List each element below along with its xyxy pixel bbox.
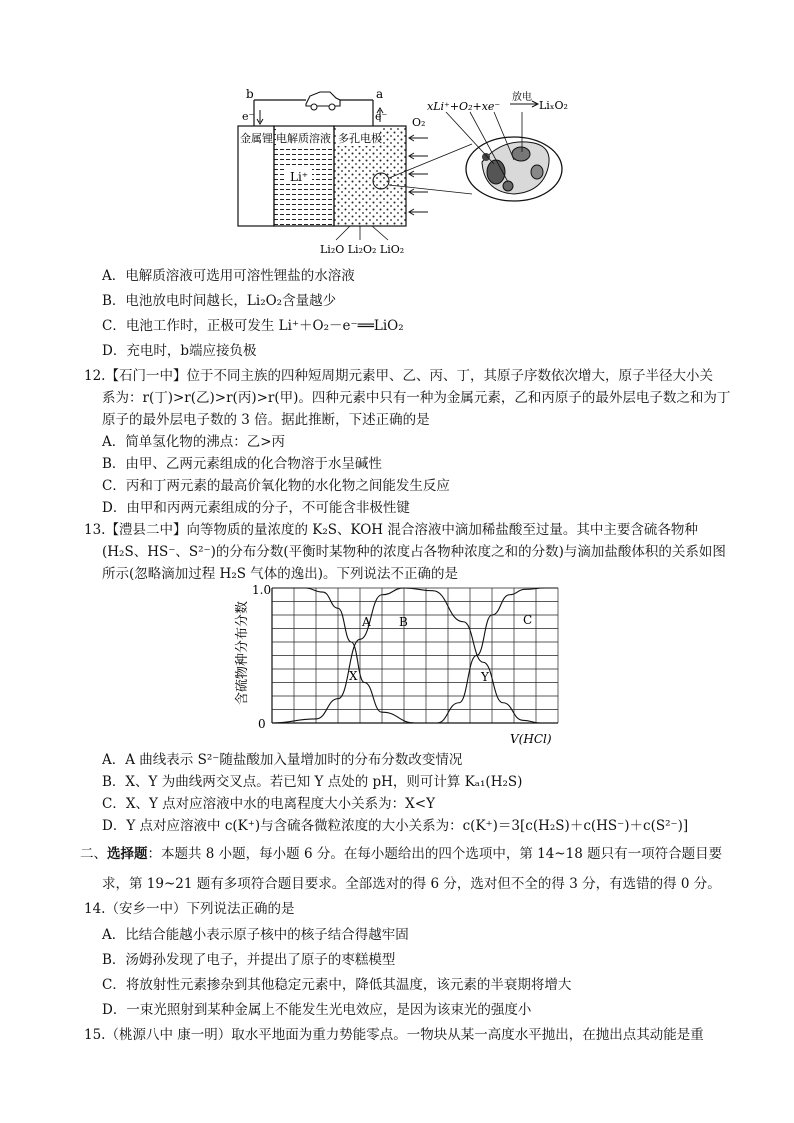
q12-stem-line1: 12.【石门一中】位于不同主族的四种短周期元素甲、乙、丙、丁，其原子序数依次增大，原子半径大小关 [84,368,713,384]
q11-option-d: D．充电时，b端应接负极 [102,343,257,359]
porous-electrode-label: 多孔电极 [338,132,382,145]
q12-stem-line3: 原子的最外层电子数的 3 倍。据此推断，下述正确的是 [102,412,430,428]
q12-option-c: C．丙和丁两元素的最高价氧化物的水化物之间能发生反应 [102,478,450,494]
curve-label-a: A [362,615,371,629]
section2-desc: ：本题共 8 小题，每小题 6 分。在每小题给出的四个选项中，第 14~18 题只有一项符合题目要 [147,846,723,862]
y-tick-bottom: 0 [258,717,266,731]
q14-option-a: A．比结合能越小表示原子核中的核子结合得越牢固 [102,927,409,943]
discharge-label: 放电 [512,92,532,103]
q13-stem-line3: 所示(忽略滴加过程 H₂S 气体的逸出)。下列说法不正确的是 [102,566,459,582]
q15-stem: 15.（桃源八中 康一明）取水平地面为重力势能零点。一物块从某一高度水平抛出，在抛出点其动能是重 [84,1027,704,1043]
section2-number: 二、 [80,846,107,862]
distribution-chart [228,580,588,745]
q13-option-a: A．A 曲线表示 S²⁻随盐酸加入量增加时的分布分数改变情况 [102,752,463,768]
q14-option-d: D．一束光照射到某种金属上不能发生光电效应，是因为该束光的强度小 [102,1002,532,1018]
y-tick-top: 1.0 [252,583,272,597]
section2-line2: 求，第 19~21 题有多项符合题目要求。全部选对的得 6 分，选对但不全的得 3 分，有选错的得 0 分。 [102,876,721,892]
q12-stem-line2: 系为：r(丁)>r(乙)>r(丙)>r(甲)。四种元素中只有一种为金属元素，乙和丙原子的最外层电子数之和为丁 [102,390,731,406]
q11-option-a: A．电解质溶液可选用可溶性锂盐的水溶液 [102,268,355,284]
car-icon [306,92,340,110]
oxide-labels: Li₂O Li₂O₂ LiO₂ [320,243,405,256]
q14-option-c: C．将放射性元素掺杂到其他稳定元素中，降低其温度，该元素的半衰期将增大 [102,977,572,993]
q14-stem: 14.（安乡一中）下列说法正确的是 [84,901,295,917]
li-ion-label: Li⁺ [290,170,309,184]
o2-label: O₂ [412,116,426,129]
product-label: LiₓO₂ [539,99,568,112]
reaction-text: xLi⁺+O₂+xe⁻ [427,100,501,113]
terminal-b-label: b [246,87,254,101]
electrolyte-label: 电解质溶液 [276,132,331,145]
curve-label-b: B [399,615,408,629]
electron-left-label: e⁻ [242,110,255,123]
section2-title: 选择题 [107,846,148,862]
q12-option-a: A．简单氢化物的沸点：乙>丙 [102,434,286,450]
q13-stem-line2: (H₂S、HS⁻、S²⁻)的分布分数(平衡时某物种的浓度占各物种浓度之和的分数)与滴加盐酸体积的关系如图 [102,544,726,560]
y-axis-label: 含硫物种分布分数 [235,600,250,705]
q11-option-c: C．电池工作时，正极可发生 Li⁺＋O₂－e⁻══LiO₂ [102,318,404,334]
q14-option-b: B．汤姆孙发现了电子，并提出了原子的枣糕模型 [102,952,396,968]
terminal-a-label: a [376,87,384,101]
q12-option-d: D．由甲和丙两元素组成的分子，不可能含非极性键 [102,500,410,516]
section2-line1 [80,844,722,864]
q13-stem-line1: 13.【澧县二中】向等物质的量浓度的 K₂S、KOH 混合溶液中滴加稀盐酸至过量。其中主要含硫各物种 [84,522,698,538]
q13-option-b: B．X、Y 为曲线两交叉点。若已知 Y 点处的 pH，则可计算 Kₐ₁(H₂S) [102,774,523,790]
curve-label-c: C [523,613,533,627]
point-label-x: X [349,669,358,683]
point-label-y: Y [481,670,489,684]
q13-option-d: D．Y 点对应溶液中 c(K⁺)与含硫各微粒浓度的大小关系为：c(K⁺)＝3[c(H₂S)＋c(HS⁻)＋c(S²⁻)] [102,818,689,834]
metal-lithium-label: 金属锂 [240,132,273,145]
q13-option-c: C．X、Y 点对应溶液中水的电离程度大小关系为：X<Y [102,796,435,812]
battery-diagram [232,82,582,257]
chart-grid [272,588,558,723]
q11-option-b: B．电池放电时间越长，Li₂O₂含量越少 [102,293,337,309]
x-axis-label: V(HCl) [510,732,552,745]
electron-right-label: e⁻ [375,110,388,123]
q12-option-b: B．由甲、乙两元素组成的化合物溶于水呈碱性 [102,456,382,472]
